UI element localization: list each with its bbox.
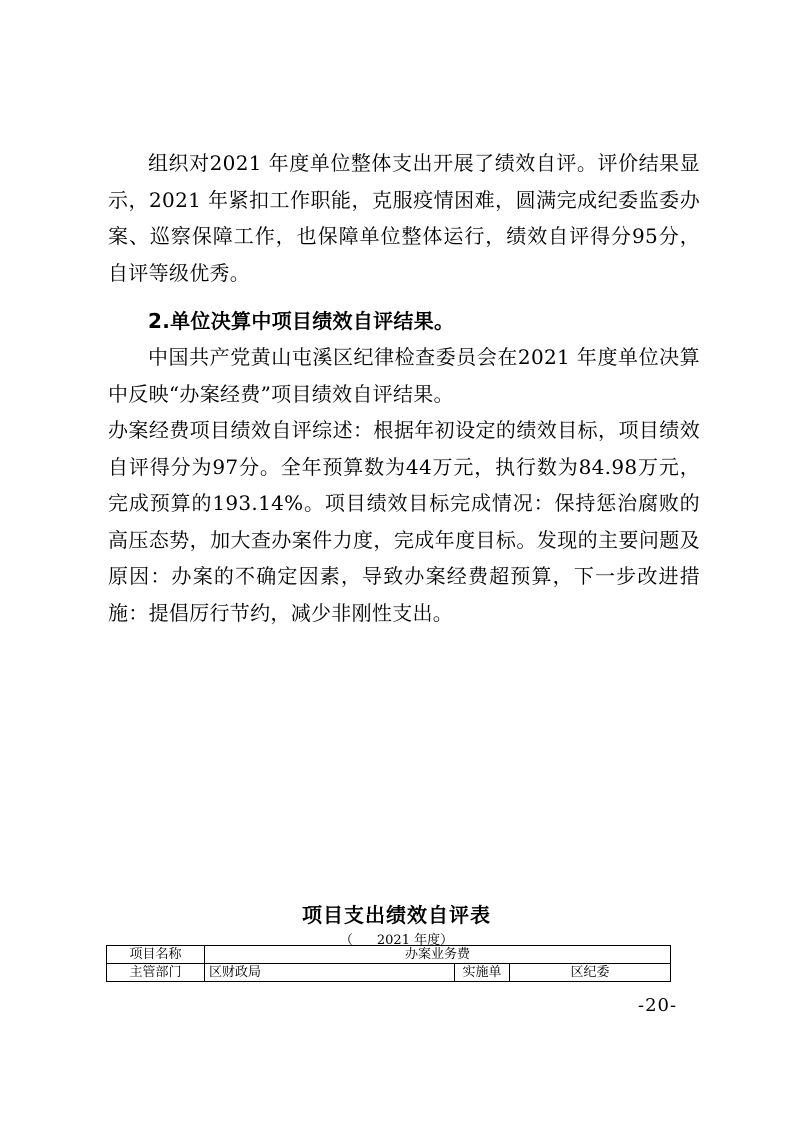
table-title: 项目支出绩效自评表 xyxy=(302,903,491,927)
table-year-open-paren: （ xyxy=(339,933,353,948)
evaluation-table xyxy=(106,945,671,982)
project-name-value: 办案业务费 xyxy=(205,946,671,964)
paragraph-project-summary: 办案经费项目绩效自评综述：根据年初设定的绩效目标，项目绩效自评得分为97分。全年预算数为44万元，执行数为84.98万元，完成预算的193.14%。项目绩效目标完成情况：保持惩治腐败的高压态势，加大查办案件力度，完成年度目标。发现的主要问题及原因：办案的不确定因素，导致办案经费超预算，下一步改进措施：提倡厉行节约，减少非刚性支出。 xyxy=(108,418,700,625)
paragraph-project-intro: 中国共产党黄山屯溪区纪律检查委员会在2021 年度单位决算中反映“办案经费”项目绩效自评结果。 xyxy=(108,345,700,406)
table-year-text: 2021 年度） xyxy=(376,933,454,948)
table-row xyxy=(107,964,671,982)
page-number: -20- xyxy=(638,995,678,1016)
implementing-unit-value: 区纪委 xyxy=(510,964,671,982)
paragraph-overall-evaluation: 组织对2021 年度单位整体支出开展了绩效自评。评价结果显示，2021 年紧扣工作职能，克服疫情困难，圆满完成纪委监委办案、巡察保障工作，也保障单位整体运行，绩效自评得分95分，自评等级优秀。 xyxy=(108,151,700,285)
department-label: 主管部门 xyxy=(107,964,205,982)
project-name-label: 项目名称 xyxy=(107,946,205,964)
section-heading-project-evaluation: 2.单位决算中项目绩效自评结果。 xyxy=(148,309,455,333)
table-row xyxy=(107,946,671,964)
department-value: 区财政局 xyxy=(205,964,455,982)
implementing-unit-label: 实施单 xyxy=(455,964,510,982)
